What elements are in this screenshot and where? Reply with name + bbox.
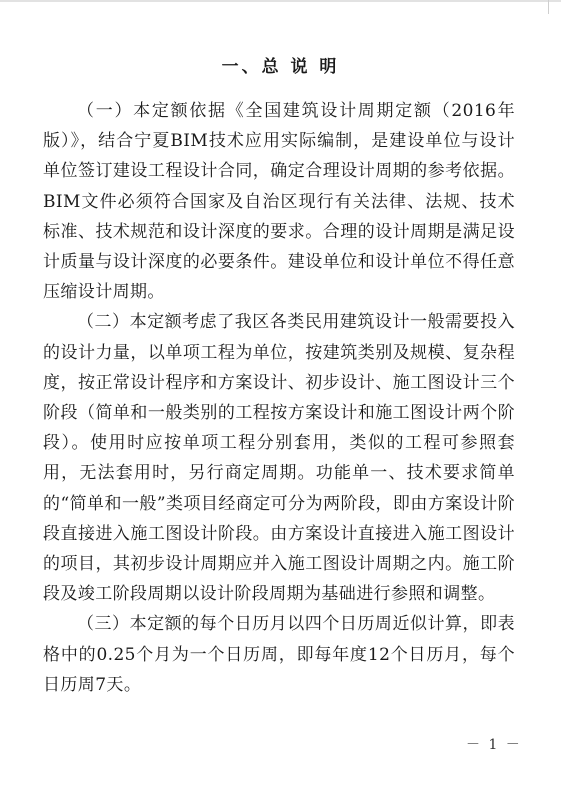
corner-mark: [548, 0, 561, 14]
paragraph-1: （一）本定额依据《全国建筑设计周期定额（2016年版）》，结合宁夏BIM技术应用实际编制，是建设单位与设计单位签订建设工程设计合同，确定合理设计周期的参考依据。BIM文件必须符合国家及自治区现行有关法律、法规、技术标准、技术规范和设计深度的要求。合理的设计周期是满足设计质量与设计深度的必要条件。建设单位和设计单位不得任意压缩设计周期。: [43, 101, 515, 303]
top-border: [0, 0, 561, 2]
page-title: 一、总 说 明: [221, 57, 340, 77]
paragraph-2: （二）本定额考虑了我区各类民用建筑设计一般需要投入的设计力量，以单项工程为单位，按建筑类别及规模、复杂程度，按正常设计程序和方案设计、初步设计、施工图设计三个阶段（简单和一般类别的工程按方案设计和施工图设计两个阶段）。使用时应按单项工程分别套用，类似的工程可参照套用，无法套用时，另行商定周期。功能单一、技术要求简单的“简单和一般”类项目经商定可分为两阶段，即由方案设计阶段直接进入施工图设计阶段。由方案设计直接进入施工图设计的项目，其初步设计周期应并入施工图设计周期之内。施工阶段及竣工阶段周期以设计阶段周期为基础进行参照和调整。: [43, 312, 515, 605]
page-number: － 1 －: [466, 737, 522, 753]
document-body: [43, 96, 515, 700]
paragraph-3: （三）本定额的每个日历月以四个日历周近似计算，即表格中的0.25个月为一个日历周，即每年度12个日历月，每个日历周7天。: [43, 614, 515, 695]
